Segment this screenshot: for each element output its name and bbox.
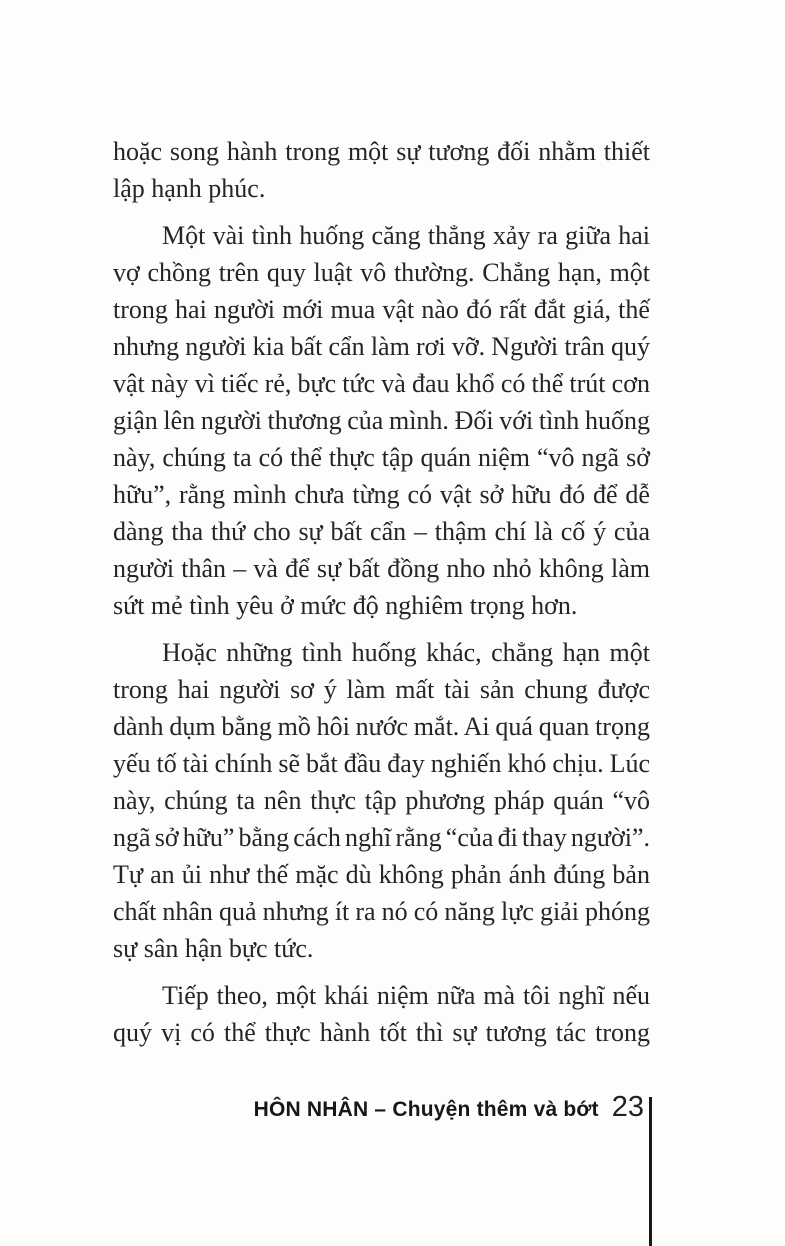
text-line: Hoặc những tình huống khác, chẳng hạn một bbox=[162, 638, 650, 667]
text-line: lập hạnh phúc. bbox=[113, 174, 266, 203]
text-line: Một vài tình huống căng thẳng xảy ra giữa hai bbox=[162, 221, 651, 250]
text-line: dành dụm bằng mồ hôi nước mắt. Ai quá quan trọng bbox=[113, 712, 650, 741]
text-line: sứt mẻ tình yêu ở mức độ nghiêm trọng hơn. bbox=[113, 591, 578, 620]
text-line: vợ chồng trên quy luật vô thường. Chẳng hạn, một bbox=[113, 258, 651, 287]
text-line: hữu”, rằng mình chưa từng có vật sở hữu đó để dễ bbox=[113, 480, 650, 509]
paragraph bbox=[113, 133, 650, 207]
page-footer bbox=[254, 1091, 644, 1124]
text-line: hoặc song hành trong một sự tương đối nhằm thiết bbox=[113, 137, 651, 166]
text-line: ngã sở hữu” bằng cách nghĩ rằng “của đi thay người”. bbox=[113, 823, 651, 852]
text-line: Tự an ủi như thế mặc dù không phản ánh đúng bản bbox=[113, 860, 650, 889]
text-line: vật này vì tiếc rẻ, bực tức và đau khổ có thể trút cơn bbox=[113, 369, 650, 398]
page-number: 23 bbox=[611, 1091, 644, 1123]
text-line: Tiếp theo, một khái niệm nữa mà tôi nghĩ nếu bbox=[162, 981, 650, 1010]
text-line: sự sân hận bực tức. bbox=[113, 934, 314, 963]
paragraph bbox=[113, 634, 650, 967]
text-line: này, chúng ta nên thực tập phương pháp quán “vô bbox=[113, 786, 651, 815]
footer-margin-rule bbox=[649, 1097, 652, 1246]
text-line: này, chúng ta có thể thực tập quán niệm “vô ngã sở bbox=[113, 443, 650, 472]
text-line: người thân – và để sự bất đồng nho nhỏ không làm bbox=[113, 554, 650, 583]
text-line: quý vị có thể thực hành tốt thì sự tương tác trong bbox=[113, 1018, 651, 1047]
running-title: HÔN NHÂN – Chuyện thêm và bớt bbox=[253, 1098, 599, 1121]
text-line: yếu tố tài chính sẽ bắt đầu đay nghiến khó chịu. Lúc bbox=[113, 749, 651, 778]
text-line: nhưng người kia bất cẩn làm rơi vỡ. Người trân quý bbox=[113, 332, 650, 361]
text-line: giận lên người thương của mình. Đối với tình huống bbox=[113, 406, 650, 435]
text-line: trong hai người sơ ý làm mất tài sản chung được bbox=[113, 675, 651, 704]
text-line: dàng tha thứ cho sự bất cẩn – thậm chí là cố ý của bbox=[113, 517, 651, 546]
text-line: chất nhân quả nhưng ít ra nó có năng lực giải phóng bbox=[113, 897, 651, 926]
paragraph bbox=[113, 217, 650, 624]
body-text bbox=[113, 133, 650, 1061]
text-line: trong hai người mới mua vật nào đó rất đắt giá, thế bbox=[113, 295, 650, 324]
paragraph bbox=[113, 977, 650, 1051]
